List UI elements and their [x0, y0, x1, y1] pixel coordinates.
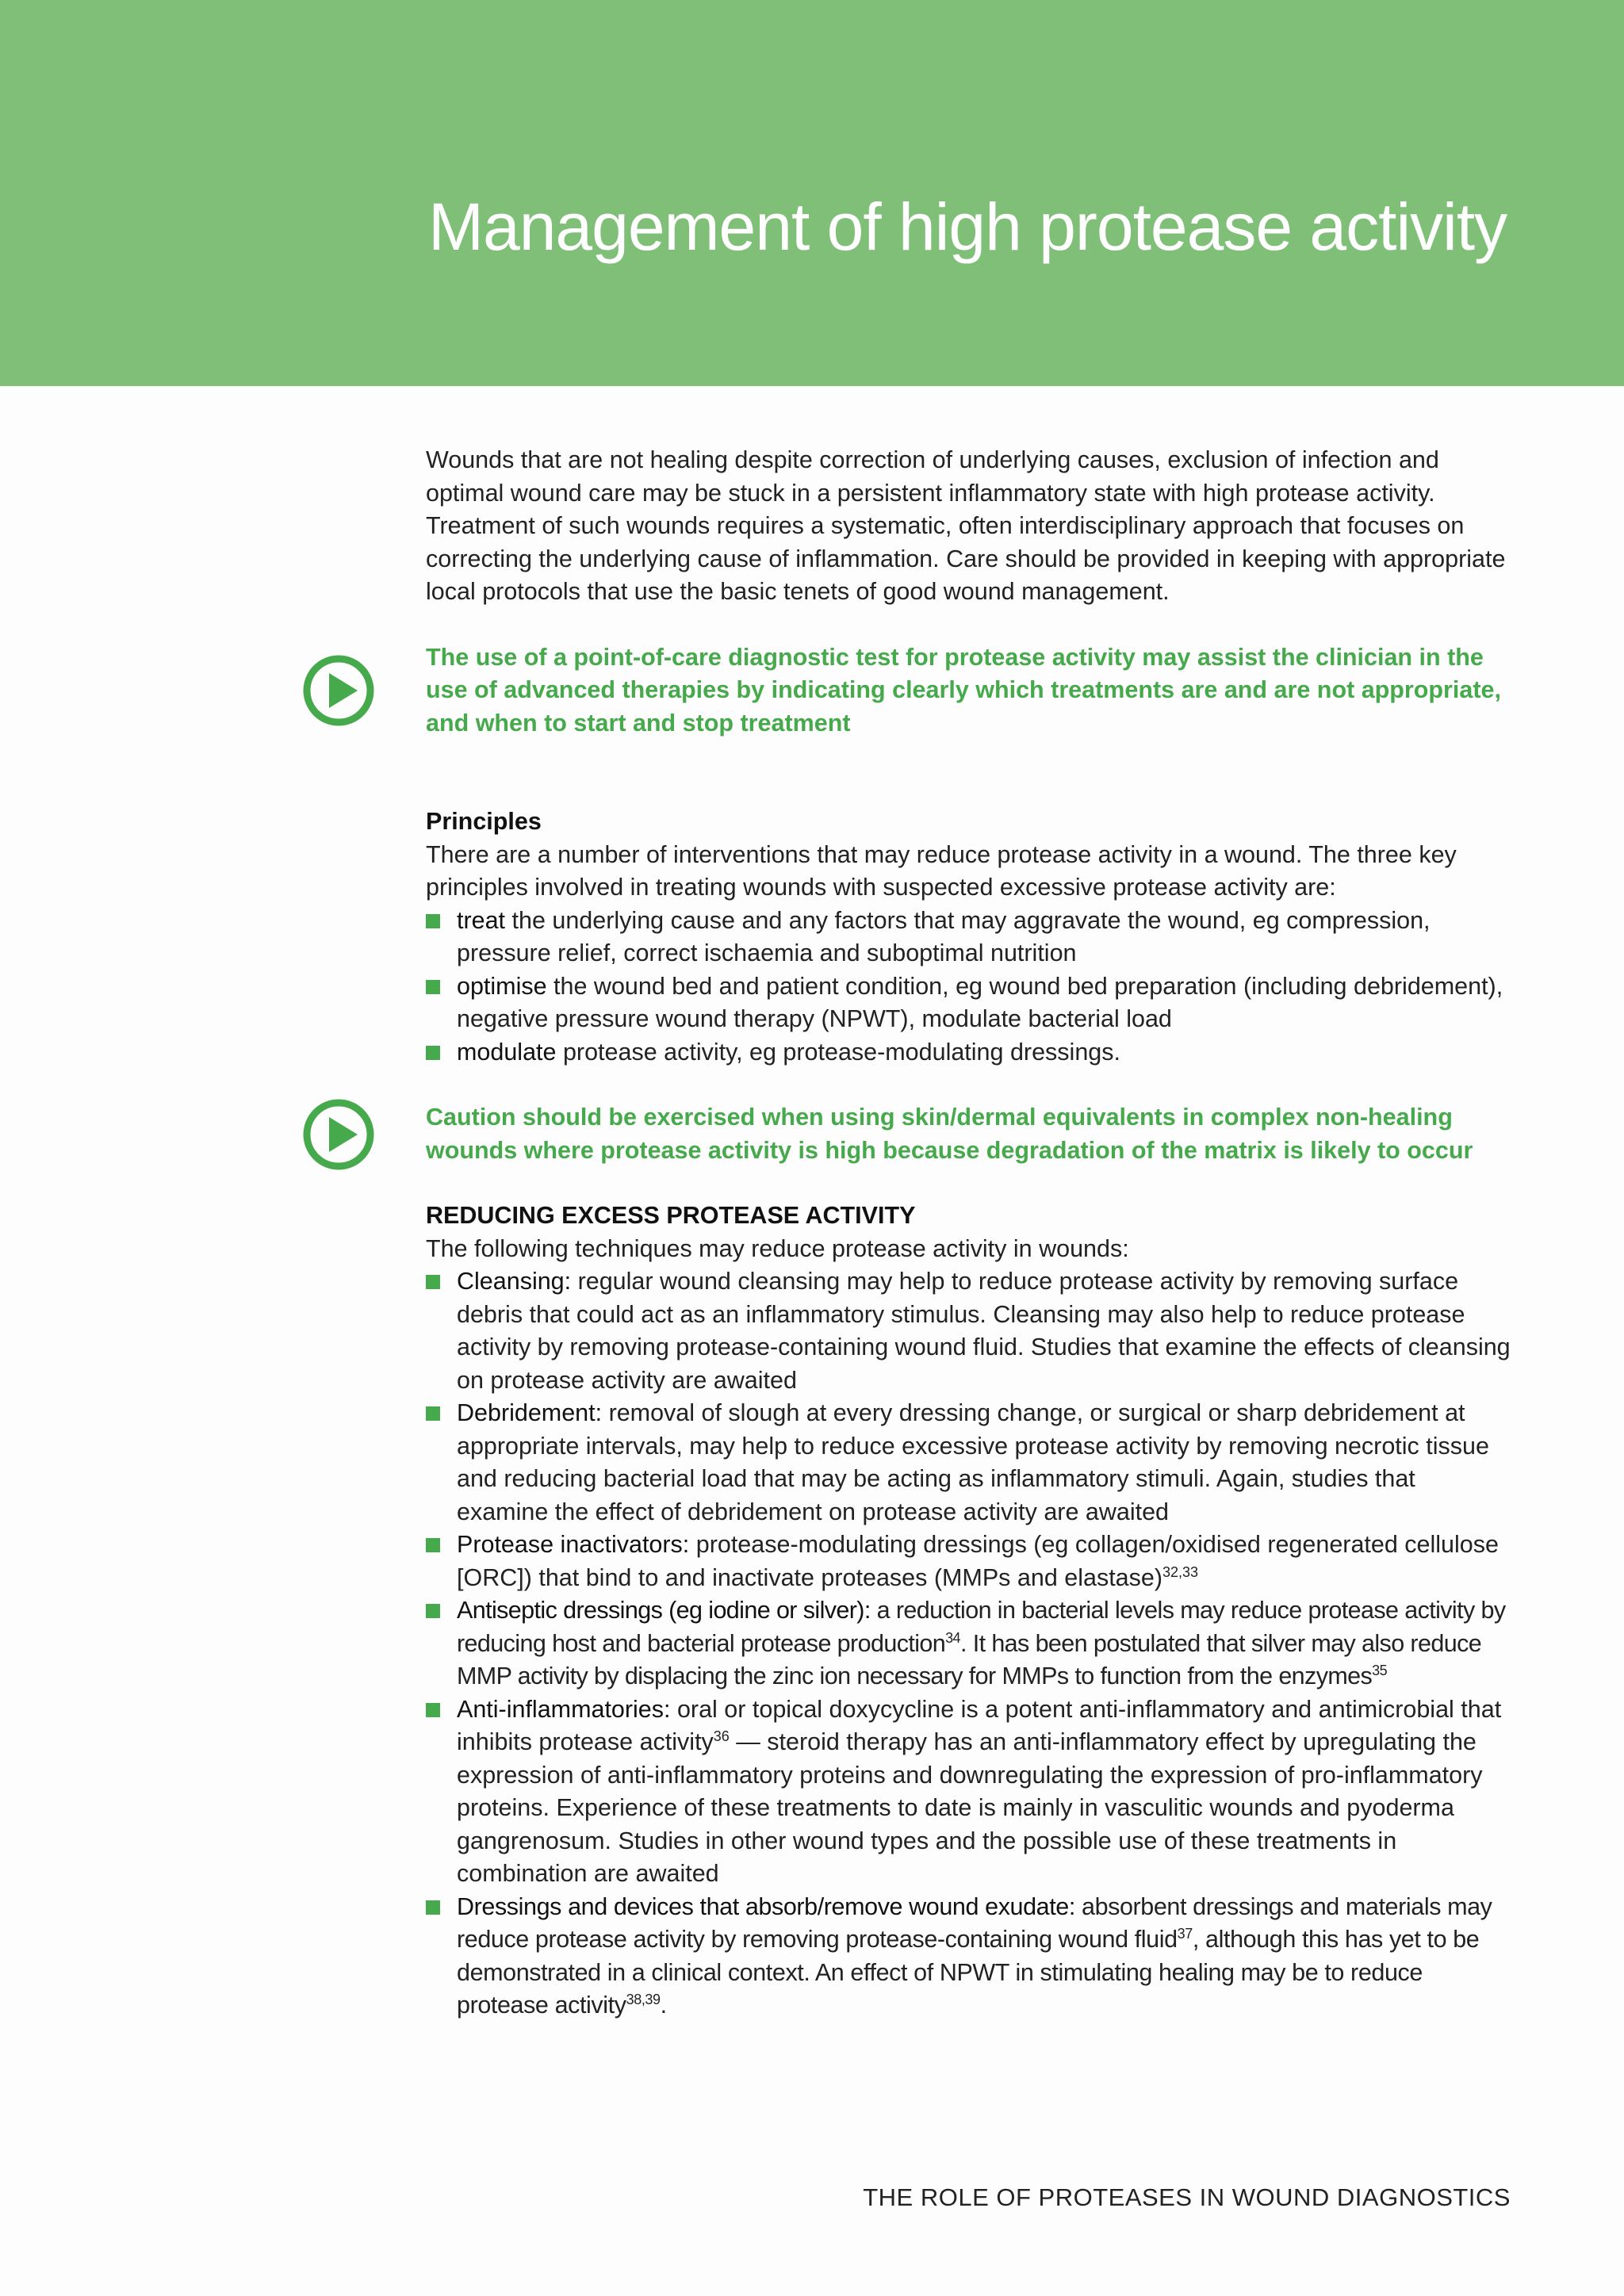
principles-intro: There are a number of interventions that may reduce protease activity in a wound. The three key principles involved in treating wounds with suspected excessive protease activity are:: [426, 840, 1457, 901]
callout-text: Caution should be exercised when using skin/dermal equivalents in complex non-healing wounds where protease activity is high because degradation of the matrix is likely to occur: [426, 1104, 1473, 1164]
main-content: [426, 444, 1512, 2022]
intro-paragraph: Wounds that are not healing despite correction of underlying causes, exclusion of infection and optimal wound care may be stuck in a persistent inflammatory state with high protease activity. Treatment of such wounds requires a systematic, often interdisciplinary approach that focuses on correcting the underlying cause of inflammation. Care should be provided in keeping with appropriate local protocols that use the basic tenets of good wound management.: [426, 446, 1506, 605]
list-item: [426, 1397, 1512, 1529]
citation-ref: 36: [713, 1728, 730, 1744]
list-item: [426, 905, 1512, 970]
citation-ref: 37: [1177, 1925, 1193, 1942]
reducing-heading: REDUCING EXCESS PROTEASE ACTIVITY: [426, 1202, 916, 1229]
play-circle-icon: [302, 1098, 375, 1171]
list-item-term: Cleansing:: [457, 1268, 572, 1295]
list-item: [426, 1594, 1512, 1693]
bullet-square-icon: [426, 1046, 440, 1060]
list-item-term: Anti-inflammatories:: [457, 1695, 671, 1723]
list-item-text: the wound bed and patient condition, eg wound bed preparation (including debridement), negative pressure wound therapy (NPWT), modulate bacterial load: [457, 972, 1503, 1032]
list-item-text: — steroid therapy has an anti-inflammatory effect by upregulating the expression of anti-inflammatory proteins and downregulating the expression of pro-inflammatory proteins. Experience of these treatments to date is mainly in vasculitic wounds and pyoderma gangrenosum. Studies in other wound types and the possible use of these treatments in combination are awaited: [457, 1728, 1483, 1887]
list-item-text: the underlying cause and any factors that may aggravate the wound, eg compression, pressure relief, correct ischaemia and suboptimal nutrition: [457, 906, 1431, 966]
bullet-square-icon: [426, 1538, 440, 1552]
list-item-text: . It has been postulated that silver may also reduce MMP activity by displacing the zinc ion necessary for MMPs to function from the enzymes: [457, 1629, 1482, 1689]
page-title: Management of high protease activity: [428, 189, 1507, 264]
callout-text: The use of a point-of-care diagnostic test for protease activity may assist the clinician in the use of advanced therapies by indicating clearly which treatments are and are not appropriate, and when to start and stop treatment: [426, 643, 1501, 737]
list-item-term: Protease inactivators:: [457, 1531, 690, 1558]
reducing-list: [426, 1265, 1512, 2022]
list-item-term: modulate: [457, 1038, 557, 1066]
bullet-square-icon: [426, 1703, 440, 1717]
citation-ref: 34: [945, 1629, 960, 1646]
bullet-square-icon: [426, 980, 440, 994]
list-item-term: optimise: [457, 972, 547, 1000]
list-item: [426, 970, 1512, 1036]
list-item-text: oral or topical doxycycline is a potent anti-inflammatory and antimicrobial that inhibits protease activity: [457, 1695, 1502, 1755]
play-circle-icon: [302, 654, 375, 727]
bullet-square-icon: [426, 914, 440, 928]
list-item-term: treat: [457, 906, 506, 934]
bullet-square-icon: [426, 1604, 440, 1618]
list-item: [426, 1891, 1512, 2022]
list-item: [426, 1265, 1512, 1397]
citation-ref: 38,39: [626, 1991, 661, 2007]
bullet-square-icon: [426, 1900, 440, 1915]
list-item-term: Debridement:: [457, 1399, 603, 1426]
reducing-intro: The following techniques may reduce protease activity in wounds:: [426, 1234, 1129, 1262]
bullet-square-icon: [426, 1275, 440, 1289]
list-item-text: .: [660, 1992, 667, 2019]
list-item-text: protease-modulating dressings (eg collagen/oxidised regenerated cellulose [ORC]) that bind to and inactivate proteases (MMPs and elastase): [457, 1531, 1499, 1591]
list-item: [426, 1529, 1512, 1594]
list-item-term: Dressings and devices that absorb/remove wound exudate:: [457, 1892, 1075, 1920]
list-item-text: protease activity, eg protease-modulating dressings.: [556, 1038, 1120, 1066]
list-item-text: removal of slough at every dressing change, or surgical or sharp debridement at appropriate intervals, may help to reduce excessive protease activity by removing necrotic tissue and reducing bacterial load that may be acting as inflammatory stimuli. Again, studies that examine the effect of debridement on protease activity are awaited: [457, 1399, 1489, 1525]
principles-heading: Principles: [426, 808, 542, 835]
footer-running-title: THE ROLE OF PROTEASES IN WOUND DIAGNOSTICS: [863, 2183, 1511, 2211]
list-item-term: Antiseptic dressings (eg iodine or silver):: [457, 1597, 871, 1624]
list-item: [426, 1693, 1512, 1891]
header-banner: [0, 0, 1624, 386]
bullet-square-icon: [426, 1406, 440, 1421]
list-item-text: a reduction in bacterial levels may reduce protease activity by reducing host and bacterial protease production: [457, 1597, 1506, 1657]
list-item-text: , although this has yet to be demonstrated in a clinical context. An effect of NPWT in stimulating healing may be to reduce protease activity: [457, 1926, 1480, 2019]
list-item: [426, 1036, 1512, 1070]
list-item-text: regular wound cleansing may help to reduce protease activity by removing surface debris that could act as an inflammatory stimulus. Cleansing may also help to reduce protease activity by removing protease-containing wound fluid. Studies that examine the effects of cleansing on protease activity are awaited: [457, 1268, 1511, 1394]
callout-point-of-care: [426, 641, 1512, 740]
callout-caution: [426, 1101, 1512, 1167]
citation-ref: 35: [1372, 1662, 1387, 1678]
list-item-text: absorbent dressings and materials may reduce protease activity by removing protease-containing wound fluid: [457, 1892, 1492, 1953]
citation-ref: 32,33: [1162, 1563, 1199, 1580]
principles-list: [426, 905, 1512, 1070]
